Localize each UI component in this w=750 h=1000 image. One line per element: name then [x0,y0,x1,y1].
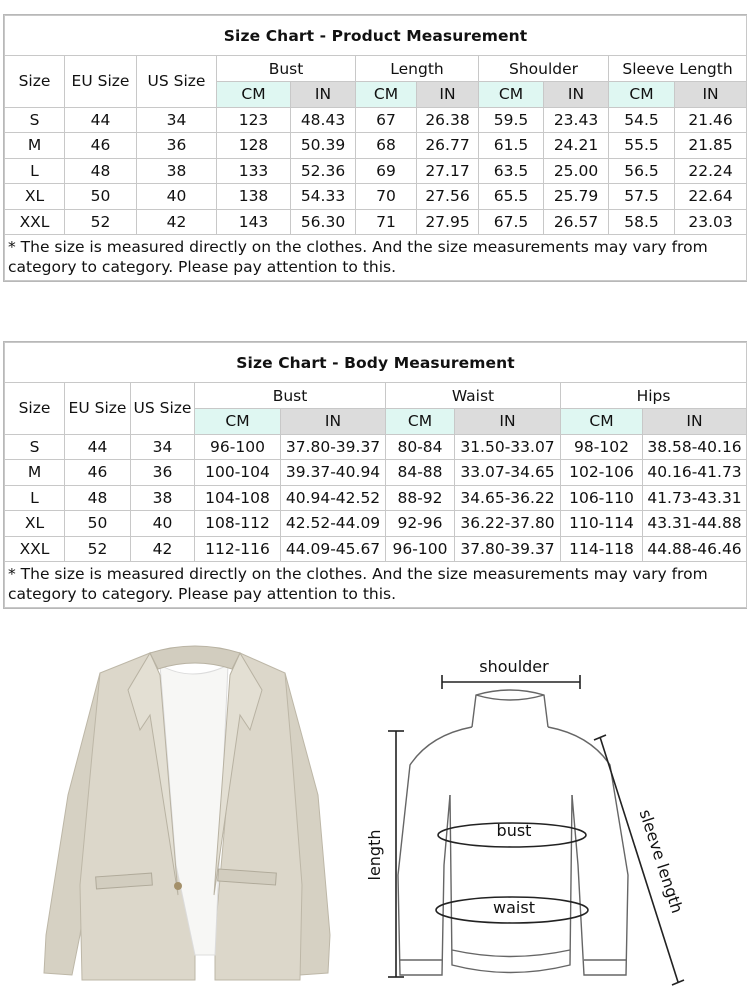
measurement-cell: 40 [137,184,217,210]
measurement-cell: 128 [217,133,291,159]
product-chart-note: * The size is measured directly on the clothes. And the size measurements may vary from category to category. Please pay attention to this. [5,235,747,281]
measurement-cell: 52.36 [291,158,356,184]
unit-in: IN [281,409,386,435]
unit-in: IN [544,82,609,108]
unit-in: IN [455,409,561,435]
measurement-cell: 48.43 [291,107,356,133]
measurement-cell: 65.5 [479,184,544,210]
figure-svg [0,635,750,1000]
measurement-cell: 21.85 [675,133,747,159]
measurement-cell: 25.79 [544,184,609,210]
unit-cm: CM [356,82,417,108]
sleeve-length-label: sleeve length [635,807,687,916]
measurement-cell: 70 [356,184,417,210]
measurement-cell: 27.56 [417,184,479,210]
us-size-header: US Size [131,383,195,435]
body-chart-note: * The size is measured directly on the clothes. And the size measurements may vary from category to category. Please pay attention to this. [5,562,747,608]
length-measure [388,731,404,977]
measurement-cell: 43.31-44.88 [643,511,747,537]
measurement-cell: 34 [131,434,195,460]
measurement-cell: 104-108 [195,485,281,511]
measurement-cell: 88-92 [386,485,455,511]
measurement-cell: 56.5 [609,158,675,184]
measurement-cell: 112-116 [195,536,281,562]
measurement-cell: 55.5 [609,133,675,159]
measurement-cell: 69 [356,158,417,184]
measurement-cell: 36 [137,133,217,159]
size-label: XXL [5,536,65,562]
measurement-cell: 110-114 [561,511,643,537]
measurement-cell: 54.5 [609,107,675,133]
size-header: Size [5,56,65,108]
measurement-cell: 44 [65,434,131,460]
measurement-cell: 40.94-42.52 [281,485,386,511]
measurement-cell: 48 [65,158,137,184]
unit-in: IN [643,409,747,435]
shoulder-label: shoulder [479,657,549,676]
measurement-cell: 22.24 [675,158,747,184]
measurement-cell: 23.03 [675,209,747,235]
measurement-cell: 42 [131,536,195,562]
measurement-cell: 42 [137,209,217,235]
size-header: Size [5,383,65,435]
hips-header: Hips [561,383,747,409]
unit-in: IN [417,82,479,108]
measurement-cell: 44.09-45.67 [281,536,386,562]
measurement-cell: 34.65-36.22 [455,485,561,511]
unit-cm: CM [386,409,455,435]
measurement-cell: 58.5 [609,209,675,235]
measurement-cell: 23.43 [544,107,609,133]
measurement-cell: 100-104 [195,460,281,486]
size-row-xxl [5,209,747,235]
product-figure [0,635,750,1000]
measurement-cell: 84-88 [386,460,455,486]
measurement-cell: 36 [131,460,195,486]
measurement-cell: 44 [65,107,137,133]
unit-cm: CM [561,409,643,435]
blazer-image [44,646,330,980]
length-label: length [365,829,384,881]
size-row-m [5,133,747,159]
measurement-cell: 39.37-40.94 [281,460,386,486]
measurement-cell: 27.95 [417,209,479,235]
measurement-cell: 48 [65,485,131,511]
measurement-cell: 96-100 [195,434,281,460]
product-size-chart [3,14,747,282]
product-size-table [4,15,747,281]
measurement-cell: 114-118 [561,536,643,562]
measurement-cell: 108-112 [195,511,281,537]
measurement-cell: 38.58-40.16 [643,434,747,460]
waist-label: waist [493,898,535,917]
product-rows [5,107,747,235]
measurement-cell: 21.46 [675,107,747,133]
unit-cm: CM [217,82,291,108]
size-label: XXL [5,209,65,235]
measurement-cell: 56.30 [291,209,356,235]
body-chart-title: Size Chart - Body Measurement [5,343,747,383]
unit-cm: CM [479,82,544,108]
measurement-cell: 102-106 [561,460,643,486]
measurement-cell: 138 [217,184,291,210]
size-label: L [5,485,65,511]
bust-header: Bust [217,56,356,82]
measurement-cell: 33.07-34.65 [455,460,561,486]
measurement-cell: 63.5 [479,158,544,184]
measurement-cell: 123 [217,107,291,133]
measurement-cell: 68 [356,133,417,159]
length-header: Length [356,56,479,82]
shoulder-header: Shoulder [479,56,609,82]
bust-label: bust [496,821,532,840]
size-label: S [5,434,65,460]
unit-in: IN [675,82,747,108]
bust-header: Bust [195,383,386,409]
shoulder-measure [442,675,580,689]
measurement-cell: 27.17 [417,158,479,184]
unit-cm: CM [195,409,281,435]
size-row-xxl [5,536,747,562]
measurement-cell: 54.33 [291,184,356,210]
size-label: XL [5,511,65,537]
measurement-cell: 133 [217,158,291,184]
measurement-cell: 67.5 [479,209,544,235]
size-label: S [5,107,65,133]
measurement-cell: 37.80-39.37 [281,434,386,460]
size-row-s [5,434,747,460]
measurement-cell: 92-96 [386,511,455,537]
measurement-cell: 40 [131,511,195,537]
eu-size-header: EU Size [65,56,137,108]
size-row-l [5,158,747,184]
measurement-cell: 26.77 [417,133,479,159]
measurement-cell: 37.80-39.37 [455,536,561,562]
size-row-m [5,460,747,486]
eu-size-header: EU Size [65,383,131,435]
unit-in: IN [291,82,356,108]
size-row-xl [5,184,747,210]
measurement-cell: 50 [65,511,131,537]
measurement-cell: 71 [356,209,417,235]
measurement-cell: 40.16-41.73 [643,460,747,486]
sleeve-length-header: Sleeve Length [609,56,747,82]
body-rows [5,434,747,562]
measurement-cell: 46 [65,460,131,486]
measurement-cell: 96-100 [386,536,455,562]
body-size-table [4,342,747,608]
measurement-cell: 61.5 [479,133,544,159]
measurement-cell: 34 [137,107,217,133]
measurement-cell: 38 [131,485,195,511]
measurement-cell: 22.64 [675,184,747,210]
measurement-cell: 50 [65,184,137,210]
measurement-cell: 26.57 [544,209,609,235]
unit-cm: CM [609,82,675,108]
size-row-xl [5,511,747,537]
measurement-cell: 50.39 [291,133,356,159]
measurement-cell: 106-110 [561,485,643,511]
measurement-cell: 52 [65,209,137,235]
size-label: M [5,460,65,486]
measurement-cell: 44.88-46.46 [643,536,747,562]
measurement-cell: 52 [65,536,131,562]
size-label: L [5,158,65,184]
measurement-cell: 24.21 [544,133,609,159]
measurement-cell: 25.00 [544,158,609,184]
measurement-cell: 80-84 [386,434,455,460]
size-row-l [5,485,747,511]
waist-header: Waist [386,383,561,409]
measurement-cell: 41.73-43.31 [643,485,747,511]
size-row-s [5,107,747,133]
us-size-header: US Size [137,56,217,108]
size-label: M [5,133,65,159]
measurement-cell: 98-102 [561,434,643,460]
measurement-cell: 67 [356,107,417,133]
body-size-chart [3,341,747,609]
measurement-cell: 46 [65,133,137,159]
measurement-cell: 143 [217,209,291,235]
measurement-cell: 36.22-37.80 [455,511,561,537]
measurement-cell: 57.5 [609,184,675,210]
measurement-cell: 38 [137,158,217,184]
measurement-cell: 42.52-44.09 [281,511,386,537]
measurement-cell: 31.50-33.07 [455,434,561,460]
product-chart-title: Size Chart - Product Measurement [5,16,747,56]
measurement-cell: 26.38 [417,107,479,133]
measurement-cell: 59.5 [479,107,544,133]
size-label: XL [5,184,65,210]
